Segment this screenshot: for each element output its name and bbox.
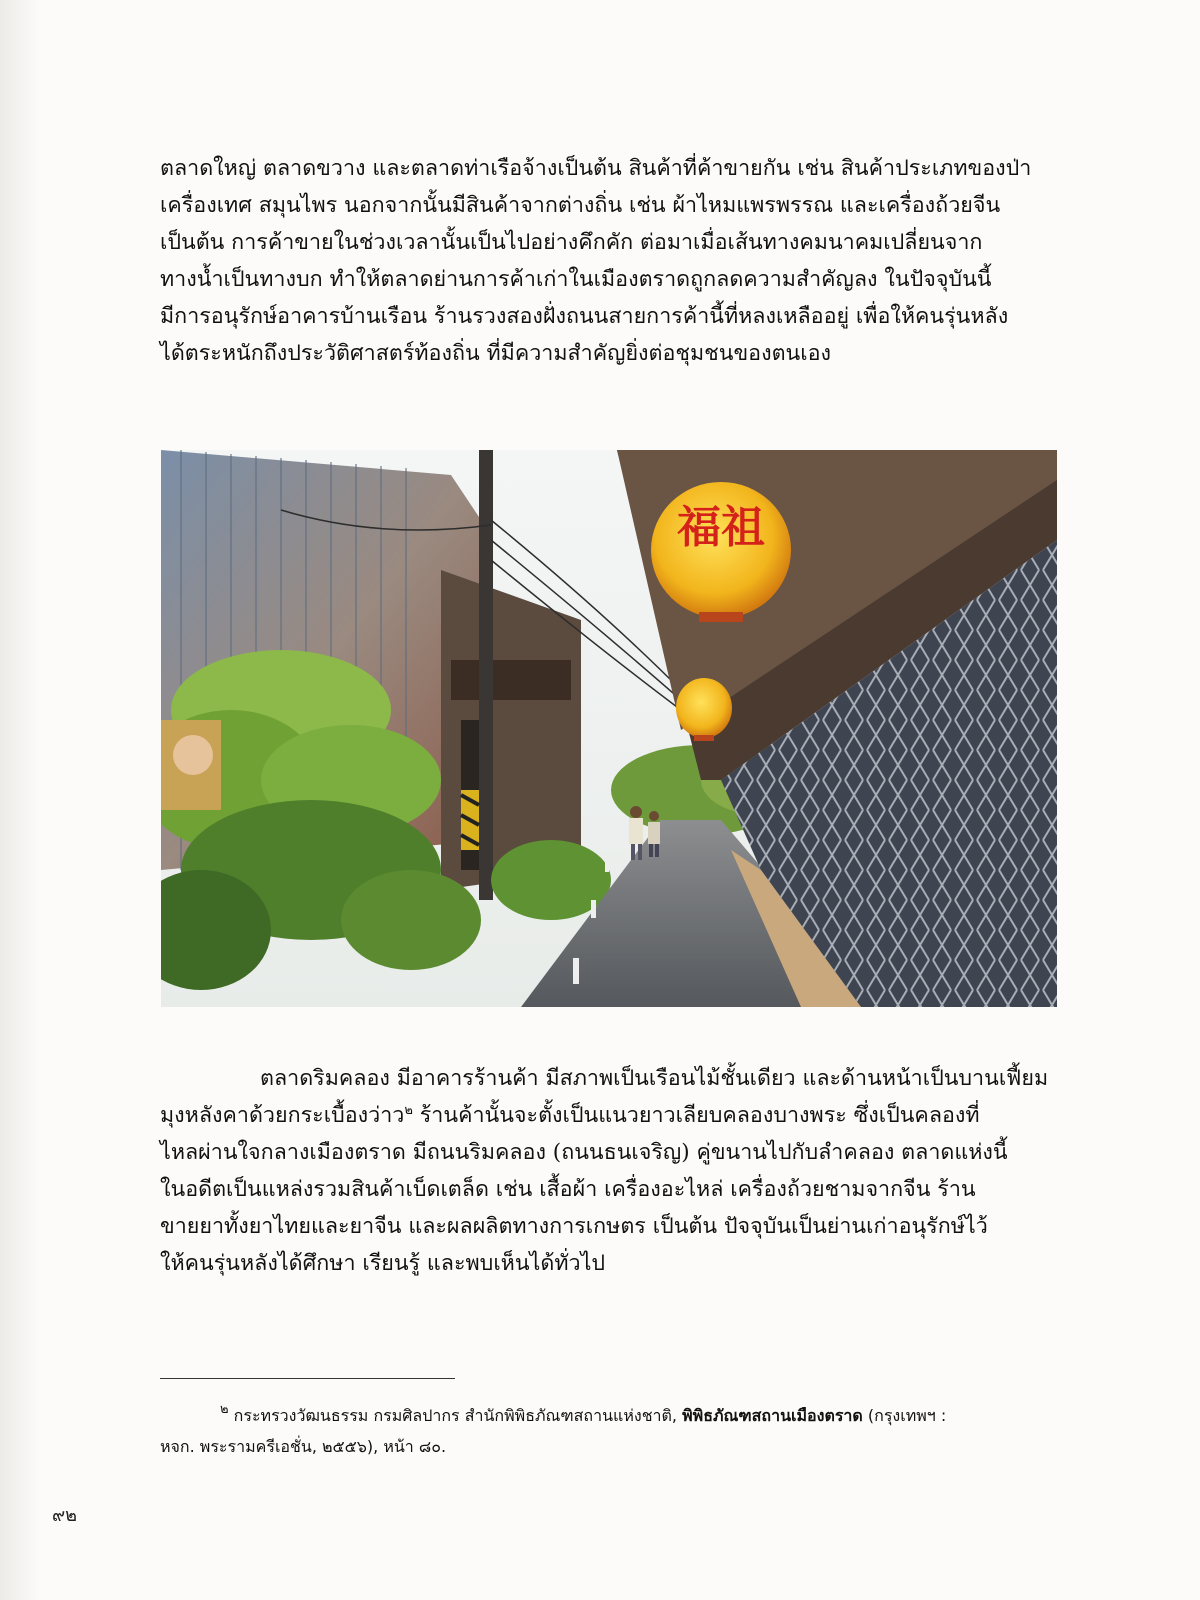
- paragraph-1-line: ทางน้ำเป็นทางบก ทำให้ตลาดย่านการค้าเก่าในเมืองตราดถูกลดความสำคัญลง ในปัจจุบันนี้: [160, 267, 992, 292]
- footnote-reference[interactable]: ๒: [404, 1103, 413, 1118]
- paragraph-1-line: ตลาดใหญ่ ตลาดขวาง และตลาดท่าเรือจ้างเป็นต้น สินค้าที่ค้าขายกัน เช่น สินค้าประเภทของป่า: [160, 156, 1032, 181]
- paragraph-1-line: มีการอนุรักษ์อาคารบ้านเรือน ร้านรวงสองฝั่งถนนสายการค้านี้ที่หลงเหลืออยู่ เพื่อให้คนรุ่นหลัง: [160, 304, 1009, 329]
- paragraph-2-line: ขายยาทั้งยาไทยและยาจีน และผลผลิตทางการเกษตร เป็นต้น ปัจจุบันเป็นย่านเก่าอนุรักษ์ไว้: [160, 1214, 988, 1239]
- footnote-text: กระทรวงวัฒนธรรม กรมศิลปากร สำนักพิพิธภัณฑสถานแห่งชาติ,: [228, 1406, 683, 1425]
- footnote-line: [160, 1400, 1060, 1431]
- power-pole: [479, 450, 493, 900]
- footnote-book-title: พิพิธภัณฑสถานเมืองตราด: [682, 1406, 863, 1425]
- page-number: ๙๒: [52, 1505, 78, 1526]
- footnote-line: หจก. พระรามครีเอชั่น, ๒๕๕๖), หน้า ๘๐.: [160, 1437, 447, 1456]
- paragraph-2-line: ไหลผ่านใจกลางเมืองตราด มีถนนริมคลอง (ถนนธนเจริญ) คู่ขนานไปกับลำคลอง ตลาดแห่งนี้: [160, 1140, 1008, 1165]
- footnote: [160, 1400, 1060, 1462]
- paragraph-2-line: ให้คนรุ่นหลังได้ศึกษา เรียนรู้ และพบเห็นได้ทั่วไป: [160, 1251, 606, 1276]
- paragraph-2-line: ตลาดริมคลอง มีอาคารร้านค้า มีสภาพเป็นเรือนไม้ชั้นเดียว และด้านหน้าเป็นบานเฟี้ยม: [260, 1066, 1049, 1091]
- paragraph-1-line: ได้ตระหนักถึงประวัติศาสตร์ท้องถิ่น ที่มีความสำคัญยิ่งต่อชุมชนของตนเอง: [160, 341, 831, 366]
- paragraph-1: [160, 150, 1060, 372]
- footnote-marker: ๒: [220, 1402, 229, 1417]
- paragraph-2-line: ในอดีตเป็นแหล่งรวมสินค้าเบ็ดเตล็ด เช่น เสื้อผ้า เครื่องอะไหล่ เครื่องถ้วยชามจากจีน ร้าน: [160, 1177, 976, 1202]
- street-photo: [161, 450, 1057, 1007]
- paragraph-2: [160, 1060, 1060, 1282]
- footnote-divider: [160, 1378, 455, 1379]
- lantern-text: 福祖: [677, 502, 765, 553]
- paragraph-2-text: มุงหลังคาด้วยกระเบื้องว่าว: [160, 1103, 405, 1128]
- paragraph-2-line: [160, 1097, 1060, 1134]
- paragraph-1-line: เป็นต้น การค้าขายในช่วงเวลานั้นเป็นไปอย่างคึกคัก ต่อมาเมื่อเส้นทางคมนาคมเปลี่ยนจาก: [160, 230, 983, 255]
- page-edge-shadow: [0, 0, 40, 1600]
- paragraph-1-line: เครื่องเทศ สมุนไพร นอกจากนั้นมีสินค้าจากต่างถิ่น เช่น ผ้าไหมแพรพรรณ และเครื่องถ้วยจีน: [160, 193, 1001, 218]
- footnote-text: (กรุงเทพฯ :: [862, 1406, 947, 1425]
- paragraph-2-text: ร้านค้านั้นจะตั้งเป็นแนวยาวเลียบคลองบางพระ ซึ่งเป็นคลองที่: [412, 1103, 980, 1128]
